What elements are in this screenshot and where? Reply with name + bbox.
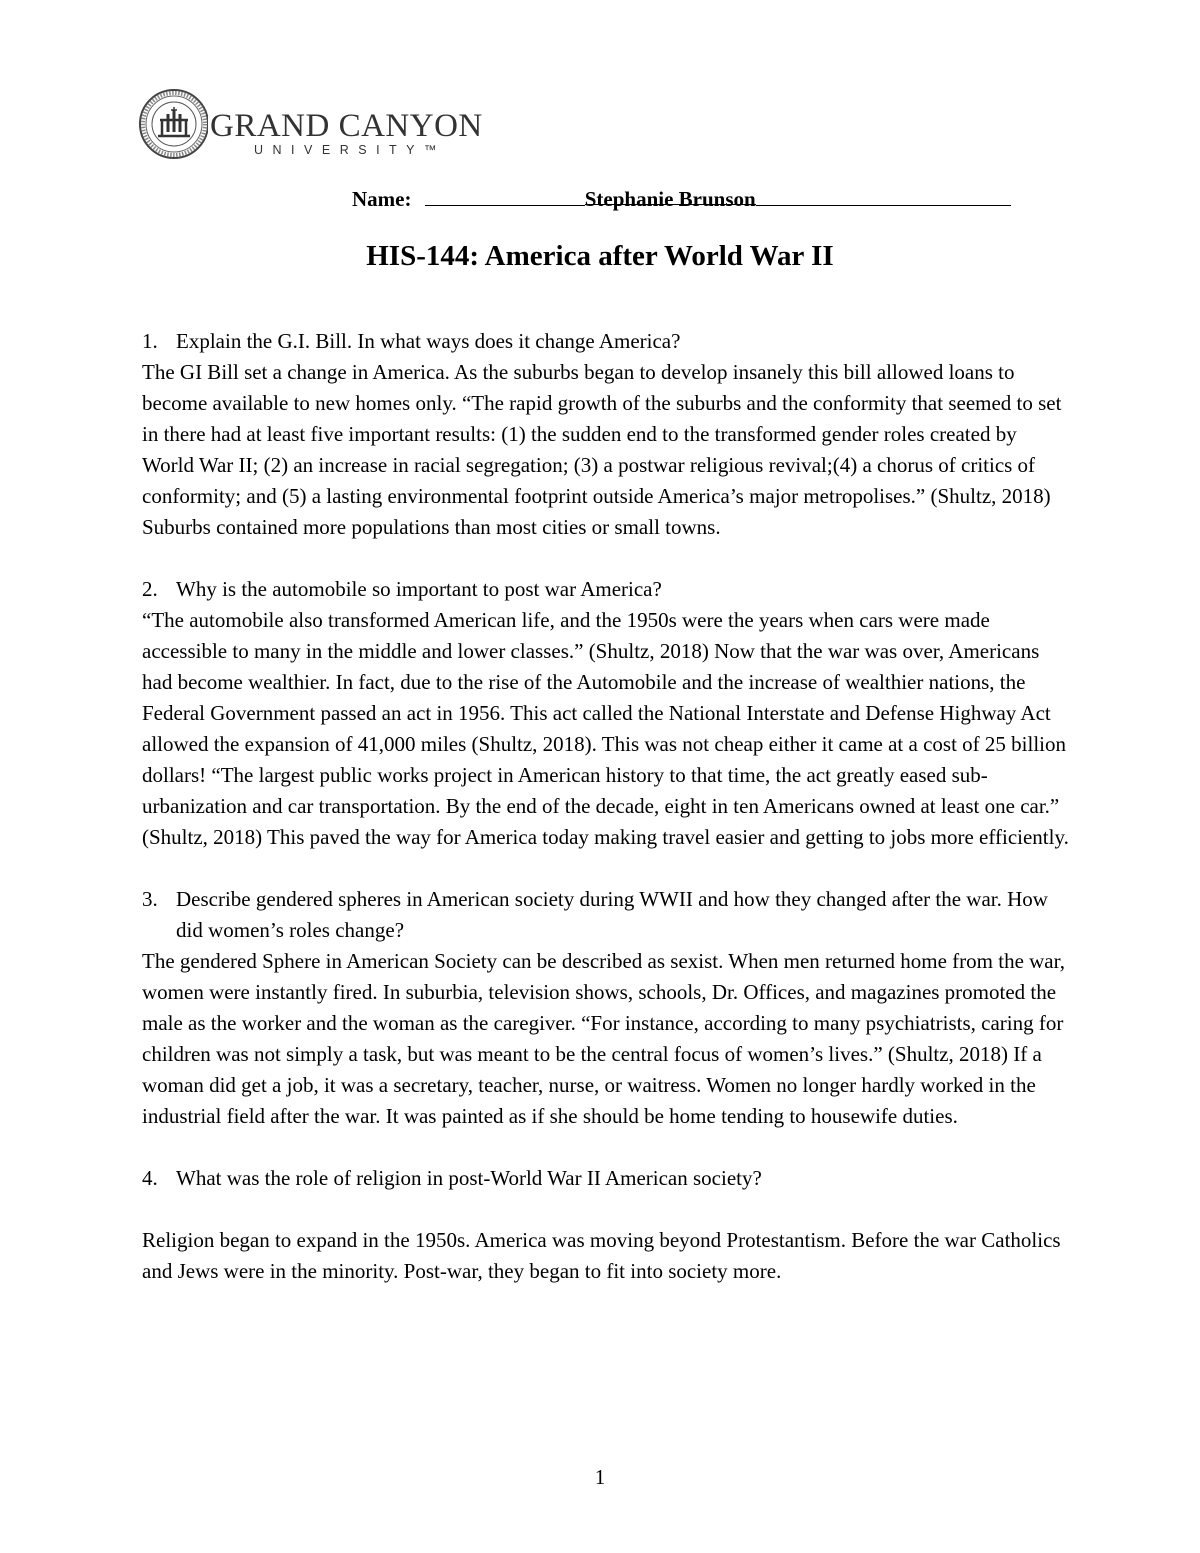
answer-4: Religion began to expand in the 1950s. America was moving beyond Protestantism. Before the war Catholics and Jews were in the minority. Post-war, they began to fit into society more. — [142, 1228, 1061, 1283]
worksheet-body — [142, 326, 1072, 1287]
university-logo — [138, 86, 483, 166]
question-1 — [142, 326, 1072, 357]
question-4 — [142, 1163, 1072, 1194]
name-underline-right — [756, 187, 1011, 206]
answer-3: The gendered Sphere in American Society can be described as sexist. When men returned home from the war, women were instantly fired. In suburbia, television shows, schools, Dr. Offices, and magazines promoted the male as the worker and the woman as the caregiver. “For instance, according to many psychiatrists, caring for children was not simply a task, but was meant to be the central focus of women’s lives.” (Shultz, 2018) If a woman did get a job, it was a secretary, teacher, nurse, or waitress. Women no longer hardly worked in the industrial field after the war. It was painted as if she should be home tending to housewife duties. — [142, 949, 1066, 1128]
name-label: Name: — [352, 187, 412, 211]
question-2 — [142, 574, 1072, 605]
name-field — [352, 186, 1011, 212]
student-name: Stephanie Brunson — [584, 187, 756, 211]
question-text: Explain the G.I. Bill. In what ways does it change America? — [176, 329, 681, 353]
logo-wordmark-bottom: UNIVERSITY™ — [254, 143, 447, 157]
question-number: 4. — [142, 1166, 158, 1190]
page-number: 1 — [594, 1465, 606, 1489]
question-number: 3. — [142, 887, 158, 911]
page-title: HIS-144: America after World War II — [366, 240, 834, 272]
answer-2: “The automobile also transformed American life, and the 1950s were the years when cars were made accessible to many in the middle and lower classes.” (Shultz, 2018) Now that the war was over, Americans had become wealthier. In fact, due to the rise of the Automobile and the increase of wealthier nations, the Federal Government passed an act in 1956. This act called the National Interstate and Defense Highway Act allowed the expansion of 41,000 miles (Shultz, 2018). This was not cheap either it came at a cost of 25 billion dollars! “The largest public works project in American history to that time, the act greatly eased sub-urbanization and car transportation. By the end of the decade, eight in ten Americans owned at least one car.” (Shultz, 2018) This paved the way for America today making travel easier and getting to jobs more efficiently. — [142, 608, 1069, 849]
name-underline-left — [425, 187, 585, 206]
question-text: Why is the automobile so important to post war America? — [176, 577, 662, 601]
question-text: What was the role of religion in post-World War II American society? — [176, 1166, 762, 1190]
question-number: 2. — [142, 577, 158, 601]
answer-1: The GI Bill set a change in America. As the suburbs began to develop insanely this bill allowed loans to become available to new homes only. “The rapid growth of the suburbs and the conformity that seemed to set in there had at least five important results: (1) the sudden end to the transformed gender roles created by World War II; (2) an increase in racial segregation; (3) a postwar religious revival;(4) a chorus of critics of conformity; and (5) a lasting environmental footprint outside America’s major metropolises.” (Shultz, 2018) Suburbs contained more populations than most cities or small towns. — [142, 360, 1062, 539]
seal-icon — [138, 86, 208, 166]
question-number: 1. — [142, 329, 158, 353]
question-3 — [142, 884, 1072, 946]
question-text: Describe gendered spheres in American society during WWII and how they changed after the war. How did women’s roles change? — [176, 887, 1048, 942]
logo-wordmark-top: GRAND CANYON — [210, 108, 483, 144]
